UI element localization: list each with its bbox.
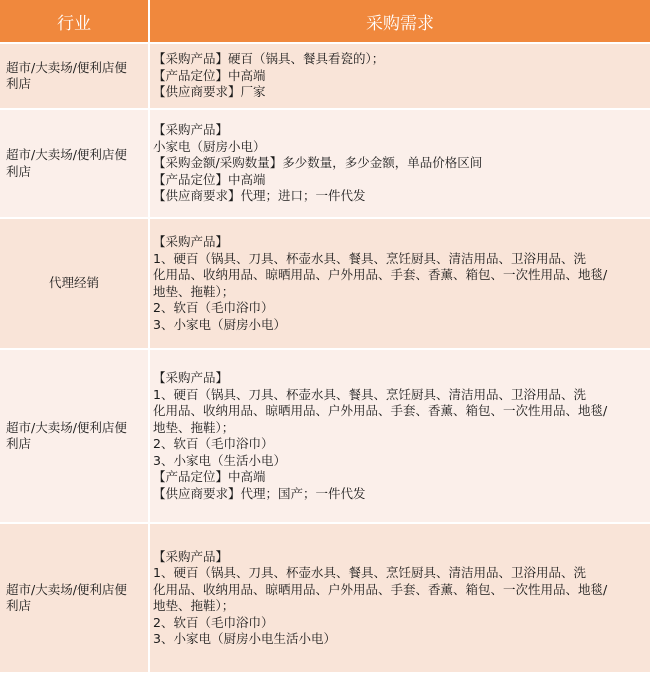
demand-cell xyxy=(149,218,650,349)
demand-line: 【采购产品】 xyxy=(153,370,229,385)
demand-line: 【供应商要求】代理；国产；一件代发 xyxy=(153,485,366,501)
table-row xyxy=(0,523,650,673)
demand-line: 小家电（厨房小电） xyxy=(153,138,266,154)
demand-line: 1、硬百（锅具、刀具、杯壶水具、餐具、烹饪厨具、清洁用品、卫浴用品、洗 xyxy=(153,250,586,266)
demand-cell xyxy=(149,349,650,523)
industry-cell: 超市/大卖场/便利店便利店 xyxy=(0,523,149,673)
demand-line: 3、小家电（厨房小电） xyxy=(153,316,286,332)
demand-line: 2、软百（毛巾浴巾） xyxy=(153,436,274,451)
industry-cell: 超市/大卖场/便利店便利店 xyxy=(0,43,149,109)
demand-line: 【供应商要求】代理；进口；一件代发 xyxy=(153,188,366,204)
demand-line: 【采购产品】 xyxy=(153,548,229,564)
header-row xyxy=(0,0,650,43)
demand-line: 【产品定位】中高端 xyxy=(153,171,266,187)
table-row xyxy=(0,43,650,109)
demand-cell xyxy=(149,109,650,218)
demand-line: 2、软百（毛巾浴巾） xyxy=(153,300,274,315)
demand-line: 化用品、收纳用品、晾晒用品、户外用品、手套、香薰、箱包、一次性用品、地毯/ xyxy=(153,581,608,597)
demand-line: 地垫、拖鞋）； xyxy=(153,598,235,613)
table-row xyxy=(0,218,650,349)
demand-line: 【采购金额/采购数量】多少数量，多少金额，单品价格区间 xyxy=(153,155,483,171)
demand-line: 3、小家电（生活小电） xyxy=(153,452,286,468)
demand-line: 【产品定位】中高端 xyxy=(153,67,266,83)
table-row xyxy=(0,109,650,218)
demand-line: 化用品、收纳用品、晾晒用品、户外用品、手套、香薰、箱包、一次性用品、地毯/ xyxy=(153,267,608,282)
table-row xyxy=(0,349,650,523)
demand-line: 【采购产品】 xyxy=(153,122,229,138)
demand-line: 2、软百（毛巾浴巾） xyxy=(153,614,274,630)
demand-line: 地垫、拖鞋）； xyxy=(153,283,235,299)
industry-cell: 超市/大卖场/便利店便利店 xyxy=(0,349,149,523)
header-industry: 行业 xyxy=(0,0,149,43)
demand-line: 3、小家电（厨房小电生活小电） xyxy=(153,631,336,646)
demand-line: 【采购产品】 xyxy=(153,234,229,249)
demand-line: 地垫、拖鞋）； xyxy=(153,419,235,435)
demand-line: 1、硬百（锅具、刀具、杯壶水具、餐具、烹饪厨具、清洁用品、卫浴用品、洗 xyxy=(153,386,586,402)
industry-cell: 代理经销 xyxy=(0,218,149,349)
demand-cell xyxy=(149,43,650,109)
demand-cell xyxy=(149,523,650,673)
demand-line: 【供应商要求】厂家 xyxy=(153,84,266,100)
demand-line: 【采购产品】硬百（锅具、餐具看瓷的）； xyxy=(153,51,385,67)
industry-cell: 超市/大卖场/便利店便利店 xyxy=(0,109,149,218)
header-demand: 采购需求 xyxy=(149,0,650,43)
demand-line: 1、硬百（锅具、刀具、杯壶水具、餐具、烹饪厨具、清洁用品、卫浴用品、洗 xyxy=(153,565,586,580)
demand-line: 【产品定位】中高端 xyxy=(153,469,266,484)
demand-line: 化用品、收纳用品、晾晒用品、户外用品、手套、香薰、箱包、一次性用品、地毯/ xyxy=(153,403,608,418)
